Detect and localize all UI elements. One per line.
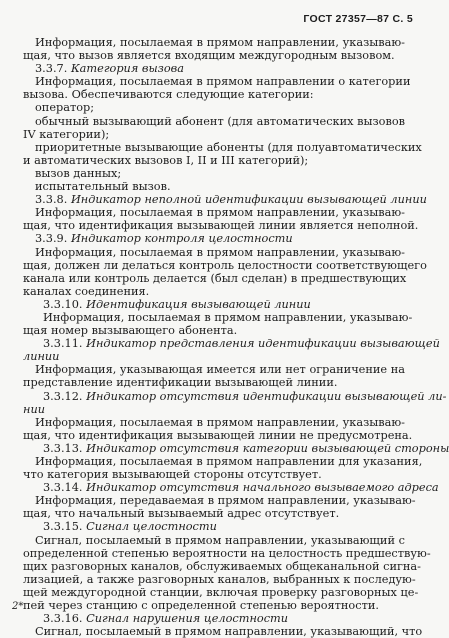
text-line (23, 585, 419, 599)
text-line (23, 350, 405, 363)
text-line (23, 363, 405, 376)
text-line (23, 481, 439, 495)
line-text: Сигнал, посылаемый в прямом направлении, указывающий, что (35, 625, 423, 638)
section-heading: Идентификация вызывающей линии (86, 297, 311, 311)
text-line (23, 88, 405, 101)
text-line (23, 101, 405, 114)
line-text: 3.3.9. (35, 232, 71, 246)
line-text: оператор; (35, 101, 95, 115)
section-heading: Индикатор отсутствия идентификации вызывающей ли- (86, 389, 447, 403)
text-line (23, 180, 405, 193)
section-heading: Индикатор неполной идентификации вызывающей линии (70, 193, 427, 207)
line-text: 3.3.7. (35, 62, 71, 76)
text-line (23, 36, 405, 49)
line-text: что категория вызывающей стороны отсутствует. (23, 468, 322, 482)
text-line (23, 389, 447, 403)
text-line (23, 507, 405, 520)
text-line (23, 428, 413, 442)
text-line (23, 559, 421, 573)
line-text: щая, что начальный вызываемый адрес отсутствует. (23, 507, 340, 521)
section-heading: Категория вызова (70, 62, 184, 76)
line-text: IV категории); (23, 127, 110, 141)
text-line (23, 324, 405, 337)
line-text: щая, должен ли делаться контроль целостности соответствующего (23, 258, 427, 272)
line-text: вызов данных; (35, 166, 122, 180)
line-text: щая, что идентификация вызывающей линии не предусмотрена. (23, 428, 413, 442)
text-line (23, 416, 405, 429)
text-line (23, 232, 405, 245)
text-line (23, 403, 405, 416)
line-text: канала или контроль делается (был сделан) в предшествующих (23, 271, 407, 285)
line-text: 3.3.12. (43, 389, 87, 403)
text-line (23, 298, 405, 311)
section-heading: Сигнал целостности (86, 520, 217, 534)
text-line (23, 193, 427, 207)
text-line (23, 128, 405, 141)
page-folio: 2* (12, 601, 24, 612)
text-line (23, 337, 440, 351)
text-line (23, 520, 405, 533)
text-line (23, 468, 405, 481)
text-line (23, 599, 405, 612)
line-text: и автоматических вызовов I, II и III категорий); (23, 153, 309, 167)
line-text: Информация, посылаемая в прямом направлении, указываю- (35, 415, 405, 429)
line-text: Информация, посылаемая в прямом направлении, указываю- (35, 245, 405, 259)
text-line (23, 455, 423, 468)
text-line (23, 258, 427, 272)
document-body (23, 36, 449, 638)
text-line (23, 625, 423, 638)
text-line (23, 75, 411, 89)
section-heading: Сигнал нарушения целостности (86, 612, 289, 626)
text-line (23, 167, 405, 180)
line-text: Информация, посылаемая в прямом направлении, указываю- (35, 206, 405, 220)
text-line (23, 206, 405, 219)
text-line (23, 285, 405, 298)
text-line (23, 62, 405, 75)
line-text: Информация, посылаемая в прямом направлении, указываю- (35, 36, 405, 49)
text-line (23, 49, 405, 62)
line-text: 3.3.11. (43, 337, 87, 351)
section-heading: Индикатор контроля целостности (70, 232, 293, 246)
text-line (23, 612, 405, 625)
line-text: Информация, посылаемая в прямом направлении, указываю- (43, 310, 413, 324)
section-heading: Индикатор отсутствия начального вызываемого адреса (86, 481, 439, 495)
text-line (23, 441, 449, 455)
line-text: 3.3.15. (43, 520, 87, 534)
page-header: ГОСТ 27357—87 С. 5 (303, 13, 413, 25)
line-text: Информация, передаваемая в прямом направлении, указываю- (35, 494, 416, 508)
line-text: пей через станцию с определенной степенью вероятности. (23, 599, 379, 613)
line-text: Информация, посылаемая в прямом направлении для указания, (35, 455, 423, 468)
line-text: 3.3.14. (43, 481, 87, 495)
line-text: вызова. Обеспечиваются следующие категории: (23, 88, 314, 102)
section-heading: линии (23, 350, 60, 364)
section-heading: нии (23, 402, 45, 416)
text-line (23, 115, 405, 128)
text-line (23, 246, 405, 259)
line-text: 3.3.13. (43, 441, 87, 455)
line-text: Сигнал, посылаемый в прямом направлении, указывающий с (35, 533, 405, 547)
line-text: лизацией, а также разговорных каналов, выбранных к последую- (23, 572, 416, 586)
text-line (23, 572, 416, 586)
text-line (23, 219, 419, 233)
text-line (23, 272, 405, 285)
text-line (23, 376, 405, 389)
text-line (23, 534, 405, 547)
line-text: щая номер вызывающего абонента. (23, 324, 238, 338)
section-heading: Индикатор представления идентификации вызывающей (86, 337, 440, 351)
line-text: щая, что идентификация вызывающей линии является неполной. (23, 219, 419, 233)
line-text: щих разговорных каналов, обслуживаемых общеканальной сигна- (23, 559, 421, 573)
text-line (23, 494, 416, 508)
line-text: щая, что вызов является входящим междугородным вызовом. (23, 49, 395, 63)
line-text: Информация, указывающая имеется или нет ограничение на (35, 363, 405, 377)
text-line (23, 310, 413, 324)
line-text: испытательный вызов. (35, 180, 171, 194)
line-text: каналах соединения. (23, 284, 150, 298)
section-heading: Индикатор отсутствия категории вызывающей стороны (86, 441, 449, 455)
text-line (23, 140, 422, 154)
line-text: определенной степенью вероятности на целостность предшествую- (23, 546, 431, 560)
line-text: 3.3.16. (43, 612, 87, 626)
line-text: обычный вызывающий абонент (для автоматических вызовов (35, 114, 405, 128)
text-line (23, 154, 405, 167)
line-text: Информация, посылаемая в прямом направлении о категории (35, 75, 411, 89)
line-text: 3.3.8. (35, 193, 71, 207)
line-text: приоритетные вызывающие абоненты (для полуавтоматических (35, 140, 422, 154)
line-text: щей междугородной станции, включая проверку разговорных це- (23, 585, 419, 599)
line-text: 3.3.10. (43, 297, 87, 311)
text-line (23, 546, 431, 560)
line-text: представление идентификации вызывающей линии. (23, 376, 338, 390)
